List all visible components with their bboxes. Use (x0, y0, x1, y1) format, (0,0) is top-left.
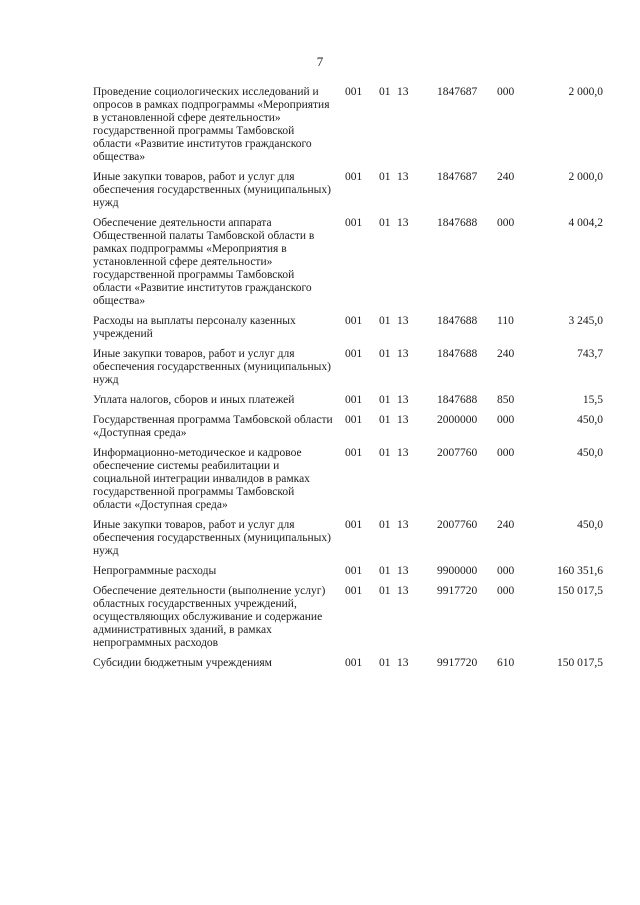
admin-code: 001 (345, 519, 363, 531)
table-row (93, 565, 603, 585)
table-row (93, 217, 603, 315)
amount: 2 000,0 (568, 86, 603, 98)
subsection-code: 13 (397, 86, 409, 98)
expense-type-code: 850 (497, 394, 515, 406)
subsection-code: 13 (397, 394, 409, 406)
section-code: 01 (379, 447, 391, 459)
table-row (93, 171, 603, 217)
admin-code: 001 (345, 348, 363, 360)
section-code: 01 (379, 217, 391, 229)
amount: 450,0 (577, 519, 603, 531)
subsection-code: 13 (397, 414, 409, 426)
amount: 160 351,6 (557, 565, 603, 577)
admin-code: 001 (345, 171, 363, 183)
budget-table (93, 86, 603, 677)
section-code: 01 (379, 394, 391, 406)
admin-code: 001 (345, 585, 363, 597)
section-code: 01 (379, 315, 391, 327)
admin-code: 001 (345, 565, 363, 577)
table-row (93, 585, 603, 657)
expense-name: Иные закупки товаров, работ и услуг для обеспечения государственных (муниципальных) нужд (93, 171, 331, 209)
expense-name: Иные закупки товаров, работ и услуг для обеспечения государственных (муниципальных) нужд (93, 348, 331, 386)
table-row (93, 414, 603, 447)
table-row (93, 519, 603, 565)
amount: 4 004,2 (568, 217, 603, 229)
section-code: 01 (379, 565, 391, 577)
admin-code: 001 (345, 657, 363, 669)
expense-name: Уплата налогов, сборов и иных платежей (93, 394, 295, 406)
admin-code: 001 (345, 447, 363, 459)
expense-type-code: 240 (497, 348, 515, 360)
expense-name: Информационно-методическое и кадровое обеспечение системы реабилитации и социальной интеграции инвалидов в рамках государственной программы Тамбовской области «Доступная среда» (93, 447, 310, 511)
subsection-code: 13 (397, 585, 409, 597)
admin-code: 001 (345, 394, 363, 406)
section-code: 01 (379, 414, 391, 426)
expense-name: Расходы на выплаты персоналу казенных учреждений (93, 315, 296, 340)
target-item-code: 2007760 (437, 447, 478, 459)
section-code: 01 (379, 86, 391, 98)
table-row (93, 394, 603, 414)
subsection-code: 13 (397, 348, 409, 360)
expense-type-code: 000 (497, 447, 515, 459)
amount: 3 245,0 (568, 315, 603, 327)
page-number: 7 (316, 54, 324, 69)
expense-name: Непрограммные расходы (93, 565, 217, 577)
expense-name: Иные закупки товаров, работ и услуг для обеспечения государственных (муниципальных) нужд (93, 519, 331, 557)
expense-name: Государственная программа Тамбовской области «Доступная среда» (93, 414, 333, 439)
expense-type-code: 240 (497, 171, 515, 183)
amount: 150 017,5 (557, 585, 603, 597)
expense-type-code: 000 (497, 86, 515, 98)
table-row (93, 657, 603, 677)
amount: 450,0 (577, 447, 603, 459)
admin-code: 001 (345, 315, 363, 327)
table-row (93, 447, 603, 519)
amount: 2 000,0 (568, 171, 603, 183)
expense-name: Проведение социологических исследований и опросов в рамках подпрограммы «Мероприятия в установленной сфере деятельности» государственной программы Тамбовской области «Развитие институтов гражданского общества» (93, 86, 330, 163)
expense-type-code: 240 (497, 519, 515, 531)
expense-type-code: 000 (497, 217, 515, 229)
admin-code: 001 (345, 86, 363, 98)
table-row (93, 348, 603, 394)
subsection-code: 13 (397, 447, 409, 459)
target-item-code: 2000000 (437, 414, 478, 426)
expense-type-code: 110 (497, 315, 514, 327)
amount: 15,5 (582, 394, 603, 406)
subsection-code: 13 (397, 315, 409, 327)
expense-type-code: 610 (497, 657, 515, 669)
subsection-code: 13 (397, 217, 409, 229)
target-item-code: 2007760 (437, 519, 478, 531)
target-item-code: 1847688 (437, 348, 478, 360)
target-item-code: 1847688 (437, 394, 478, 406)
expense-name: Обеспечение деятельности аппарата Общественной палаты Тамбовской области в рамках подпрограммы «Мероприятия в установленной сфере деятельности» государственной программы Тамбовской области «Развитие институтов гражданского общества» (93, 217, 315, 307)
expense-name: Субсидии бюджетным учреждениям (93, 657, 272, 669)
expense-type-code: 000 (497, 585, 515, 597)
amount: 150 017,5 (557, 657, 603, 669)
admin-code: 001 (345, 217, 363, 229)
subsection-code: 13 (397, 171, 409, 183)
subsection-code: 13 (397, 565, 409, 577)
section-code: 01 (379, 171, 391, 183)
admin-code: 001 (345, 414, 363, 426)
target-item-code: 9917720 (437, 585, 478, 597)
table-row (93, 315, 603, 348)
subsection-code: 13 (397, 519, 409, 531)
table-row (93, 86, 603, 171)
expense-type-code: 000 (497, 565, 515, 577)
subsection-code: 13 (397, 657, 409, 669)
section-code: 01 (379, 519, 391, 531)
section-code: 01 (379, 657, 391, 669)
target-item-code: 9900000 (437, 565, 478, 577)
expense-name: Обеспечение деятельности (выполнение услуг) областных государственных учреждений, осуществляющих обслуживание и содержание административных зданий, в рамках непрограммных расходов (93, 585, 326, 649)
expense-type-code: 000 (497, 414, 515, 426)
section-code: 01 (379, 348, 391, 360)
target-item-code: 1847688 (437, 315, 478, 327)
target-item-code: 1847688 (437, 217, 478, 229)
target-item-code: 1847687 (437, 86, 478, 98)
amount: 743,7 (577, 348, 603, 360)
target-item-code: 9917720 (437, 657, 478, 669)
section-code: 01 (379, 585, 391, 597)
target-item-code: 1847687 (437, 171, 478, 183)
amount: 450,0 (577, 414, 603, 426)
